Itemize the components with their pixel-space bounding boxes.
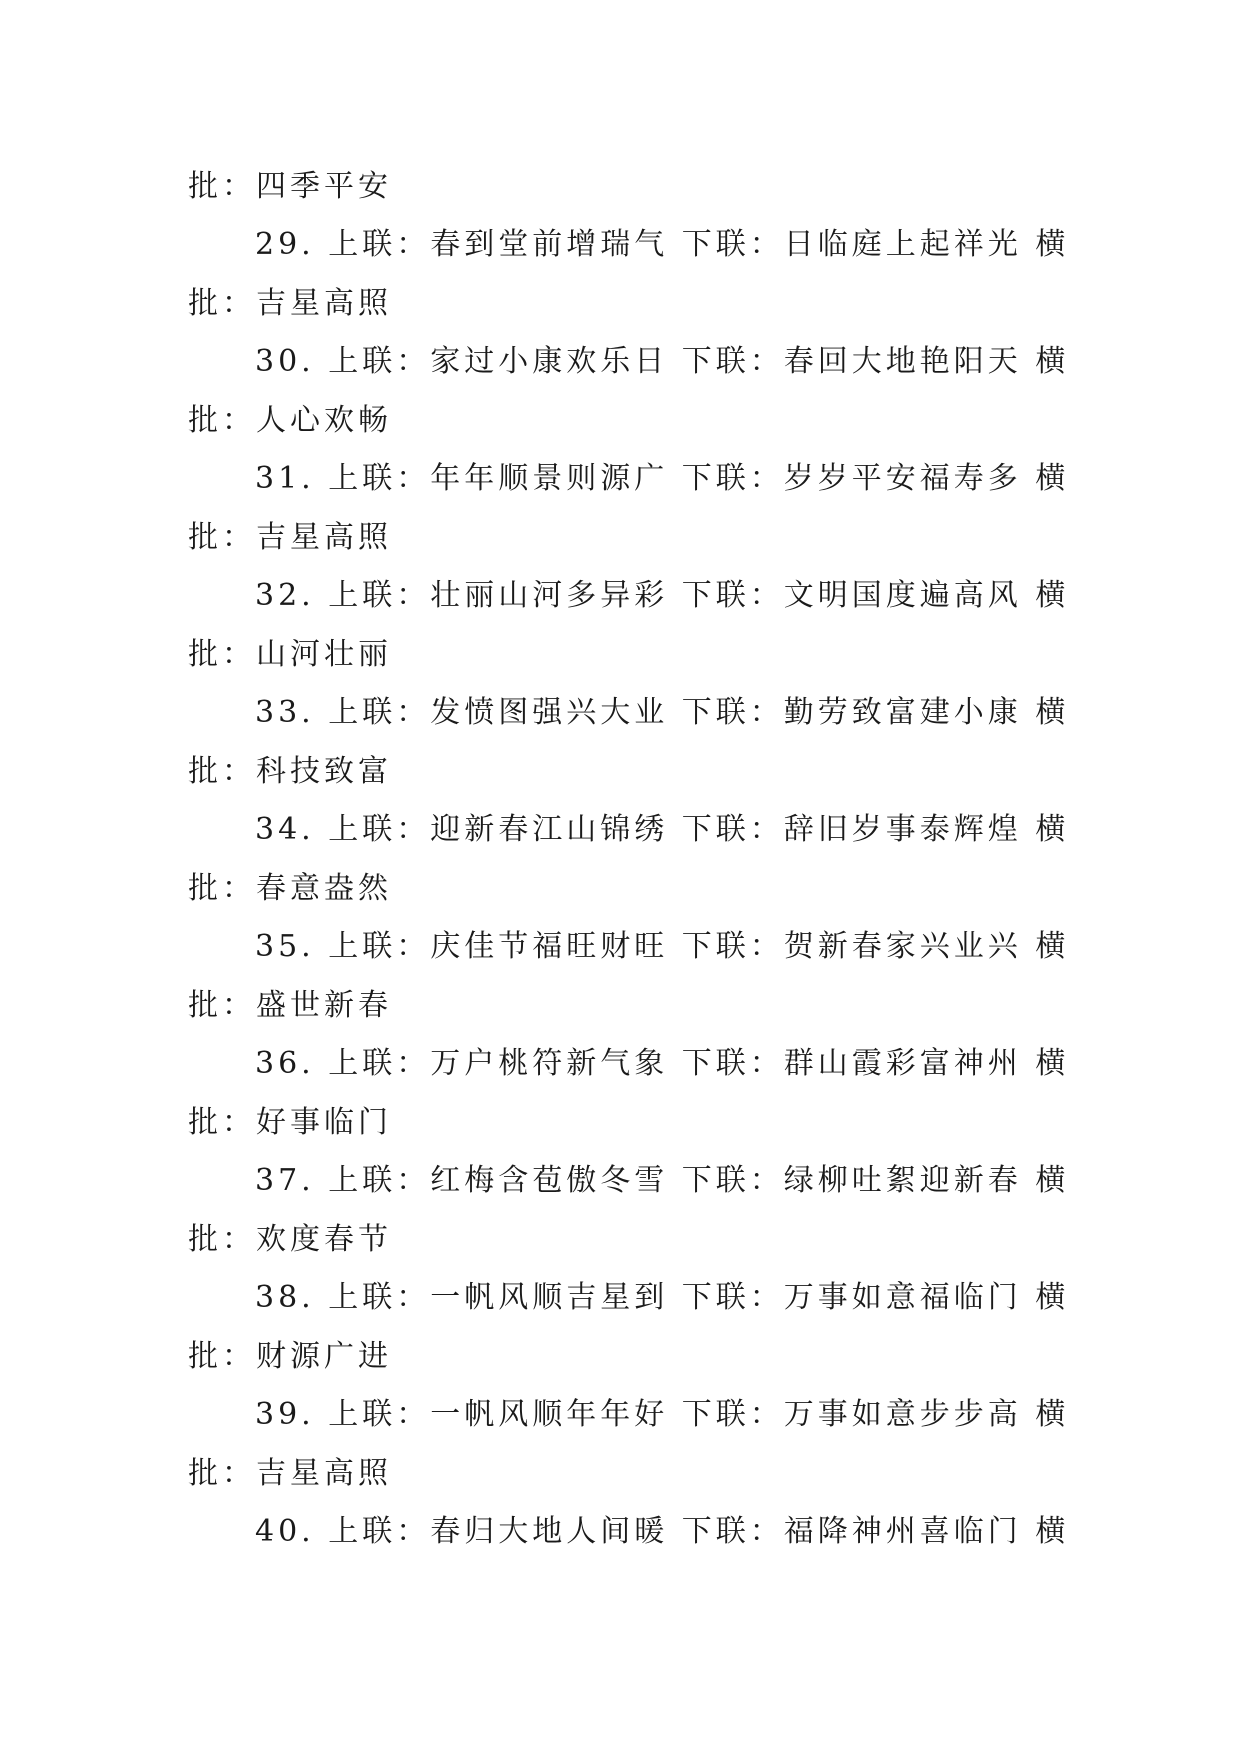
text-line: 31. 上联：年年顺景则源广 下联：岁岁平安福寿多 横 [255,461,1070,496]
text-line: 35. 上联：庆佳节福旺财旺 下联：贺新春家兴业兴 横 [255,929,1070,964]
text-line: 39. 上联：一帆风顺年年好 下联：万事如意步步高 横 [255,1397,1070,1432]
text-line: 36. 上联：万户桃符新气象 下联：群山霞彩富神州 横 [255,1046,1070,1081]
text-line: 34. 上联：迎新春江山锦绣 下联：辞旧岁事泰辉煌 横 [255,812,1070,847]
text-line: 批：吉星高照 [188,1456,392,1491]
text-line: 批：欢度春节 [188,1222,392,1257]
text-line: 33. 上联：发愤图强兴大业 下联：勤劳致富建小康 横 [255,695,1070,730]
text-line: 批：盛世新春 [188,988,392,1023]
text-line: 30. 上联：家过小康欢乐日 下联：春回大地艳阳天 横 [255,344,1070,379]
text-line: 批：春意盎然 [188,871,392,906]
text-line: 29. 上联：春到堂前增瑞气 下联：日临庭上起祥光 横 [255,227,1070,262]
text-line: 32. 上联：壮丽山河多异彩 下联：文明国度遍高风 横 [255,578,1070,613]
text-line: 批：吉星高照 [188,286,392,321]
text-line: 37. 上联：红梅含苞傲冬雪 下联：绿柳吐絮迎新春 横 [255,1163,1070,1198]
text-line: 38. 上联：一帆风顺吉星到 下联：万事如意福临门 横 [255,1280,1070,1315]
text-line: 批：吉星高照 [188,520,392,555]
text-line: 40. 上联：春归大地人间暖 下联：福降神州喜临门 横 [255,1514,1070,1549]
text-line: 批：人心欢畅 [188,403,392,438]
text-line: 批：山河壮丽 [188,637,392,672]
text-line: 批：四季平安 [188,169,392,204]
text-line: 批：科技致富 [188,754,392,789]
text-line: 批：好事临门 [188,1105,392,1140]
text-line: 批：财源广进 [188,1339,392,1374]
